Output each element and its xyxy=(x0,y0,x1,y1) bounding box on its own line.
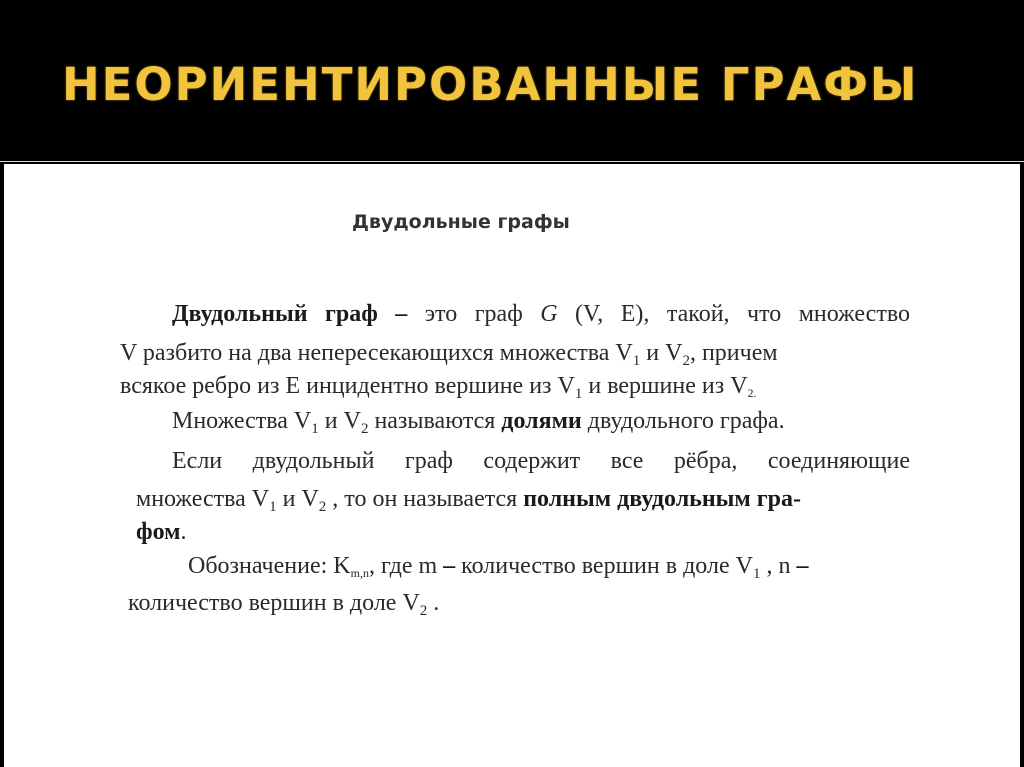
definition-text: всякое ребро из E инцидентно вершине из V xyxy=(120,373,575,399)
parts-term: долями xyxy=(501,408,582,434)
parts-text: называются xyxy=(368,408,502,434)
complete-line-1 xyxy=(172,447,910,475)
definition-line-1 xyxy=(172,300,910,328)
subscript: 1 xyxy=(752,566,761,582)
complete-text: , то он называется xyxy=(326,486,524,512)
subscript: 2 xyxy=(360,421,369,437)
complete-text: множества V xyxy=(136,486,270,512)
definition-text: (V, E), такой, что множество xyxy=(557,301,910,327)
complete-text: Если двудольный граф содержит все рёбра, соединяющие xyxy=(172,448,910,474)
complete-term: полным двудольным гра- xyxy=(523,486,801,512)
subscript: 1 xyxy=(269,499,277,515)
notation-text: Обозначение: K xyxy=(188,553,351,579)
subscript: 1 xyxy=(632,353,641,369)
subscript: 2 xyxy=(682,353,690,369)
definition-text: и V xyxy=(640,340,683,366)
subscript: 1 xyxy=(311,421,319,437)
notation-dash: – xyxy=(443,553,456,579)
subscript: m,n xyxy=(350,566,369,580)
parts-text: Множества V xyxy=(172,408,312,434)
subscript: 2 xyxy=(419,603,428,619)
definition-text: , причем xyxy=(689,340,778,366)
notation-dash: – xyxy=(796,553,809,579)
graph-symbol: G xyxy=(540,301,558,327)
notation-text: количество вершин в доле V xyxy=(455,553,753,579)
complete-text: и V xyxy=(276,486,319,512)
subscript: 2 xyxy=(318,499,327,515)
complete-line-3 xyxy=(136,518,187,546)
notation-text: . xyxy=(427,590,440,616)
parts-text: и V xyxy=(318,408,361,434)
definition-text: это граф xyxy=(407,301,541,327)
notation-text: , n xyxy=(760,553,797,579)
parts-text: двудольного графа. xyxy=(581,408,785,434)
notation-text: количество вершин в доле V xyxy=(128,590,420,616)
definition-line-2 xyxy=(120,339,910,367)
notation-text: , где m xyxy=(368,553,444,579)
definition-text: и вершине из V xyxy=(582,373,748,399)
definition-term: Двудольный граф – xyxy=(172,301,408,327)
subscript: 2. xyxy=(747,386,757,400)
complete-term: фом xyxy=(136,519,181,545)
parts-line xyxy=(172,407,785,435)
section-heading: Двудольные графы xyxy=(352,211,570,233)
title-bar xyxy=(0,0,1024,160)
subscript: 1 xyxy=(574,386,583,402)
definition-text: V разбито на два непересекающихся множества V xyxy=(120,340,633,366)
complete-text: . xyxy=(180,519,187,545)
notation-line-1 xyxy=(188,552,808,580)
notation-line-2 xyxy=(128,589,439,617)
slide-title: НЕОРИЕНТИРОВАННЫЕ ГРАФЫ xyxy=(62,58,919,111)
complete-line-2 xyxy=(136,485,801,513)
title-divider xyxy=(0,161,1024,162)
definition-line-3 xyxy=(120,372,910,400)
